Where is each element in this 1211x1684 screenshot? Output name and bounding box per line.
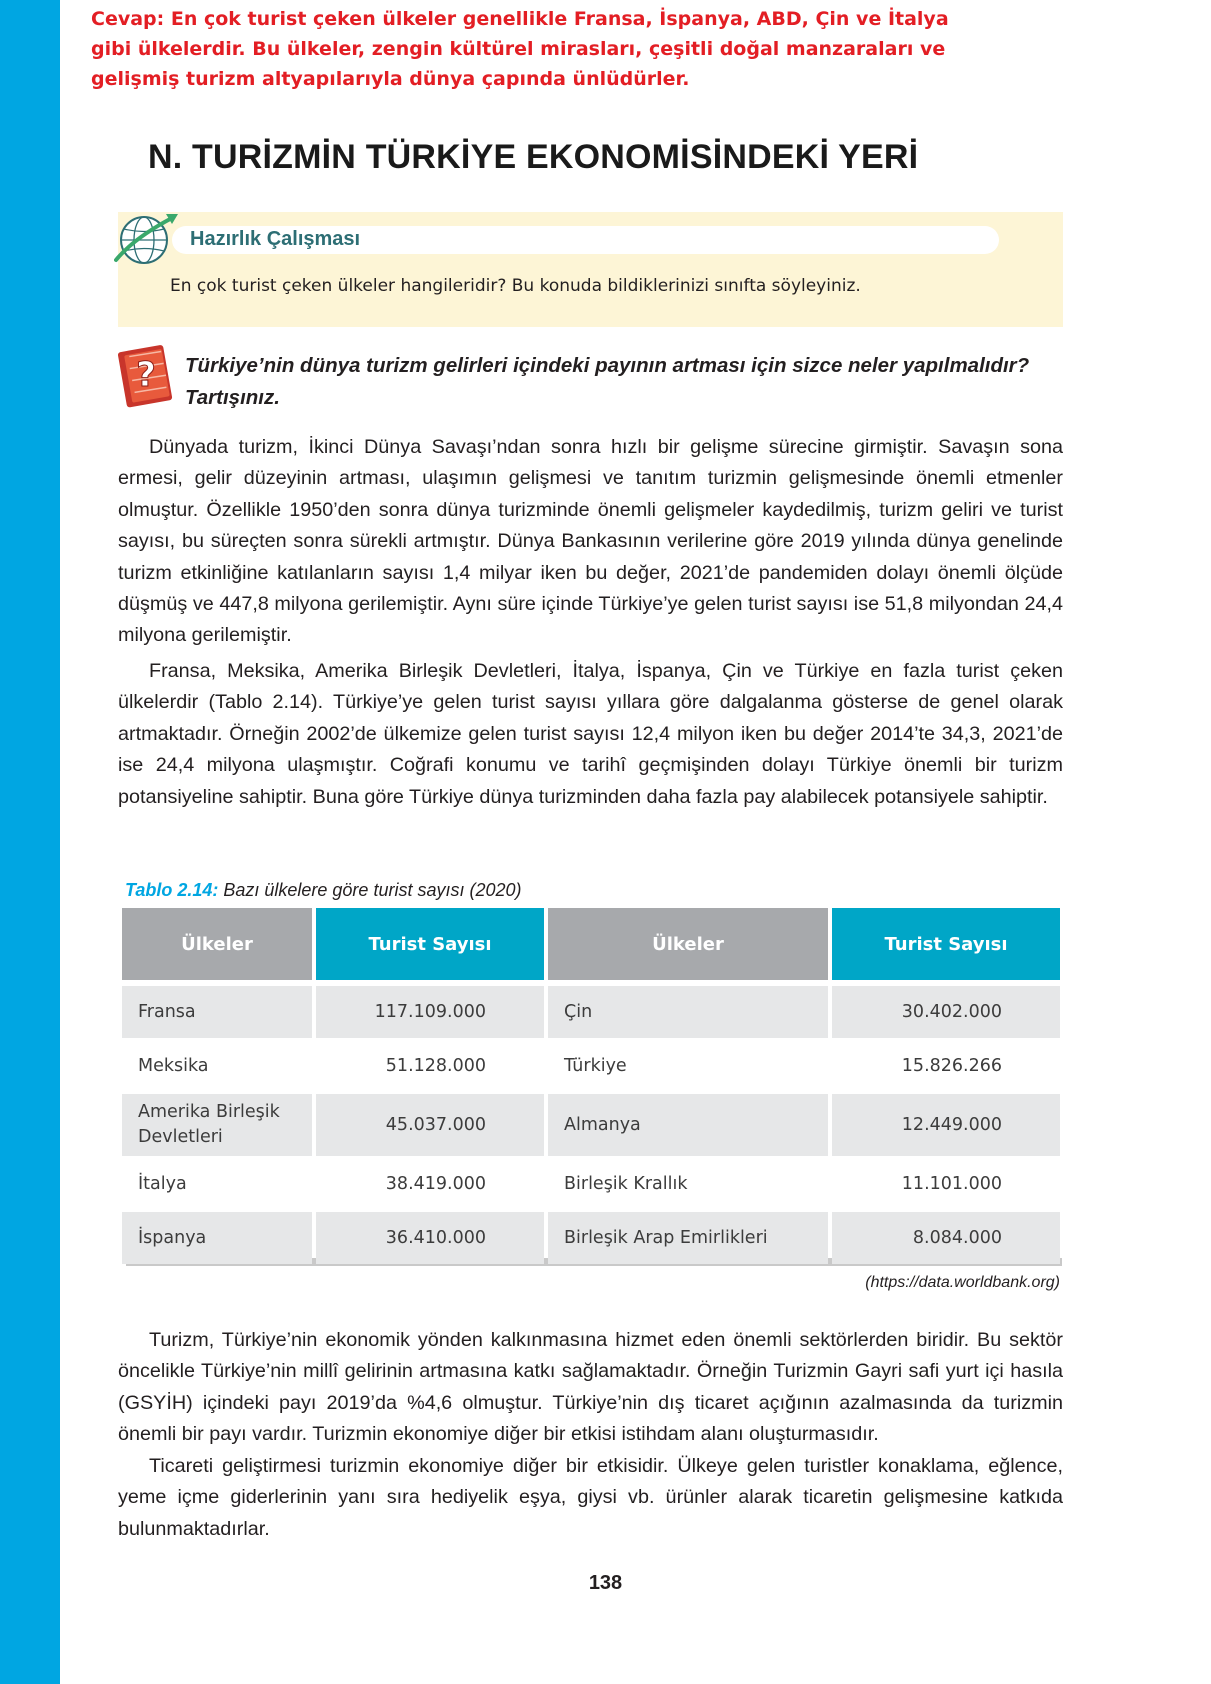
table-cell: Meksika	[122, 1040, 312, 1092]
table-cell: 15.826.266	[832, 1040, 1060, 1092]
table-cell: İtalya	[122, 1158, 312, 1210]
paragraph-1: Dünyada turizm, İkinci Dünya Savaşı’ndan sonra hızlı bir gelişme sürecine girmiştir. Savaşın sona ermesi, gelir düzeyinin artması, ulaşımın gelişmesi ve tanıtım turizmin gelişmesinde önemli etmenler olmuştur. Özellikle 1950’den sonra dünya turizminde önemli gelişmeler kaydedilmiş, turizm geliri ve turist sayısı, bu süreçten sonra sürekli artmıştır. Dünya Bankasının verilerine göre 2019 yılında dünya genelinde turizm etkinliğine katılanların sayısı 1,4 milyar iken bu değer, 2021’de pandemiden dolayı önemli ölçüde düşmüş ve 447,8 milyona gerilemiştir. Aynı süre içinde Türkiye’ye gelen turist sayısı ise 51,8 milyondan 24,4 milyona gerilemiştir.	[118, 436, 1063, 647]
table-cell: Birleşik Arap Emirlikleri	[548, 1212, 828, 1264]
table-cell: Çin	[548, 986, 828, 1038]
table-cell: İspanya	[122, 1212, 312, 1264]
table-cell: Fransa	[122, 986, 312, 1038]
answer-text: Cevap: En çok turist çeken ülkeler genellikle Fransa, İspanya, ABD, Çin ve İtalya gibi ülkelerdir. Bu ülkeler, zengin kültürel mirasları, çeşitli doğal manzaraları ve gelişmiş turizm altyapılarıyla dünya çapında ünlüdürler.	[91, 8, 949, 90]
paragraph-3: Turizm, Türkiye’nin ekonomik yönden kalkınmasına hizmet eden önemli sektörlerden biridir. Bu sektör öncelikle Türkiye’nin millî gelirinin artmasına katkı sağlamaktadır. Örneğin Turizmin Gayri safi yurt içi hasıla (GSYİH) içindeki payı 2019’da %4,6 olmuştur. Türkiye’nin dış ticaret açığının azalmasında da turizmin önemli bir payı vardır. Turizmin ekonomiye diğer bir etkisi istihdam alanı oluşturmasıdır.	[118, 1329, 1063, 1446]
preparation-title: Hazırlık Çalışması	[190, 228, 361, 250]
table-header: Turist Sayısı	[316, 908, 544, 980]
page-number: 138	[588, 1572, 623, 1594]
paragraph-4: Ticareti geliştirmesi turizmin ekonomiye diğer bir etkisidir. Ülkeye gelen turistler konaklama, eğlence, yeme içme giderlerinin yanı sıra hediyelik eşya, giysi vb. ürünler alarak ticaretin gelişmesine katkıda bulunmaktadırlar.	[118, 1455, 1063, 1540]
table-caption-text: Bazı ülkelere göre turist sayısı (2020)	[218, 880, 522, 900]
table-cell: 45.037.000	[316, 1094, 544, 1156]
table-caption	[125, 880, 522, 901]
svg-text:?: ?	[136, 355, 156, 395]
table-cell: 11.101.000	[832, 1158, 1060, 1210]
paragraph-2: Fransa, Meksika, Amerika Birleşik Devletleri, İtalya, İspanya, Çin ve Türkiye en fazla turist çeken ülkelerdir (Tablo 2.14). Türkiye’ye gelen turist sayısı yıllara göre dalgalanma gösterse de genel olarak artmaktadır. Örneğin 2002’de ülkemize gelen turist sayısı 12,4 milyon iken bu değer 2014’te 34,3, 2021’de ise 24,4 milyona ulaşmıştır. Coğrafi konumu ve tarihî geçmişinden dolayı Türkiye önemli bir turizm potansiyeline sahiptir. Buna göre Türkiye dünya turizminden daha fazla pay alabilecek potansiyele sahiptir.	[118, 660, 1063, 808]
table-cell: 8.084.000	[832, 1212, 1060, 1264]
table-header: Ülkeler	[548, 908, 828, 980]
discussion-question: Türkiye’nin dünya turizm gelirleri içindeki payının artması için sizce neler yapılmalıdır? Tartışınız.	[185, 354, 1030, 409]
table-cell: 12.449.000	[832, 1094, 1060, 1156]
tourist-table	[122, 908, 1062, 1268]
question-mark-book-icon	[116, 342, 176, 408]
side-color-bar	[0, 0, 60, 1684]
table-cell: Birleşik Krallık	[548, 1158, 828, 1210]
table-cell: 51.128.000	[316, 1040, 544, 1092]
table-header: Turist Sayısı	[832, 908, 1060, 980]
table-source: (https://data.worldbank.org)	[865, 1274, 1060, 1291]
table-cell: 117.109.000	[316, 986, 544, 1038]
table-header: Ülkeler	[122, 908, 312, 980]
table-cell: Almanya	[548, 1094, 828, 1156]
section-title: N. TURİZMİN TÜRKİYE EKONOMİSİNDEKİ YERİ	[148, 138, 919, 176]
table-cell: 38.419.000	[316, 1158, 544, 1210]
table-cell: Türkiye	[548, 1040, 828, 1092]
table-cell: 30.402.000	[832, 986, 1060, 1038]
table-cell: Amerika Birleşik Devletleri	[122, 1094, 312, 1156]
preparation-text: En çok turist çeken ülkeler hangileridir? Bu konuda bildiklerinizi sınıfta söyleyiniz.	[170, 276, 861, 296]
globe-arrow-icon	[114, 208, 180, 268]
table-number: Tablo 2.14:	[125, 880, 219, 900]
table-cell: 36.410.000	[316, 1212, 544, 1264]
